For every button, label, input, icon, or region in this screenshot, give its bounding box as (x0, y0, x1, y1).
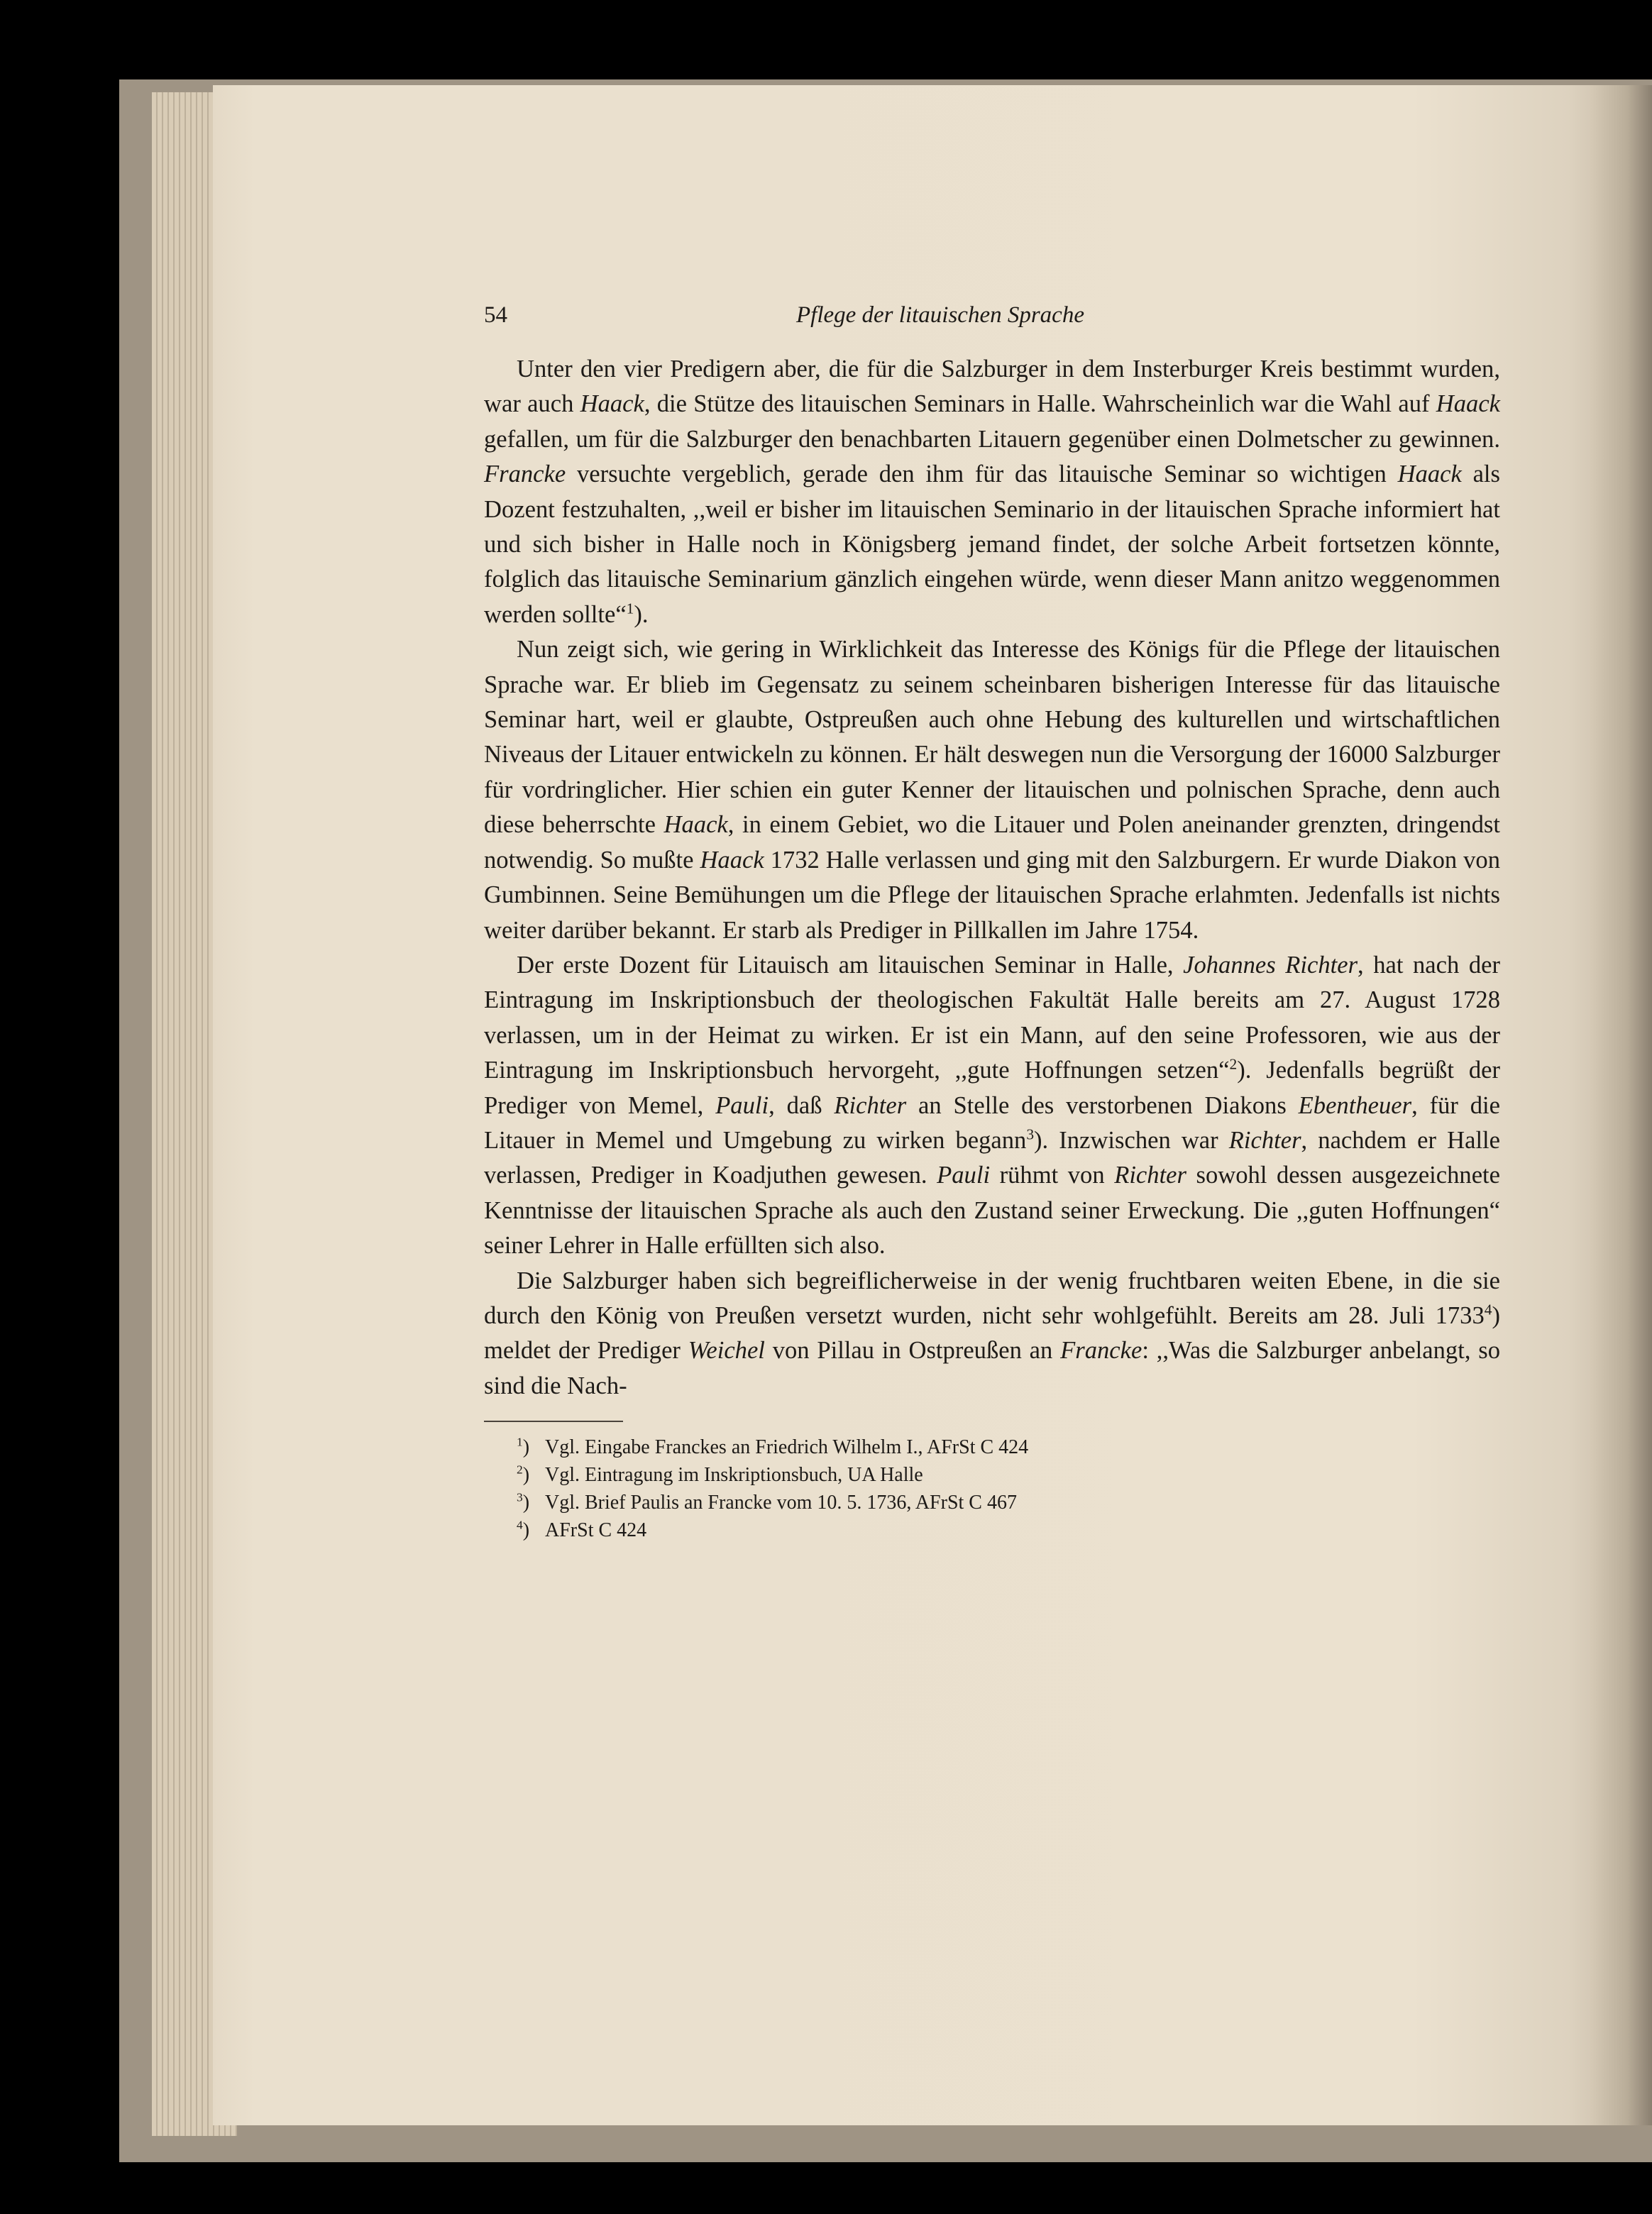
text-run: Nun zeigt sich, wie gering in Wirklichkeit das Interesse des Königs für die Pflege der litauischen Sprache war. Er blieb im Gegensatz zu seinem scheinbaren bisherigen Interesse für das litauische Seminar hart, weil er glaubte, Ostpreußen auch ohne Hebung des kulturellen und wirtschaftlichen Niveaus der Litauer entwickeln zu können. Er hält deswegen nun die Versorgung der 16000 Salzburger für vordringlicher. Hier schien ein guter Kenner der litauischen und polnischen Sprache, denn auch diese beherrschte (484, 636, 1500, 839)
italic-name: Francke (1060, 1337, 1142, 1365)
running-title: Pflege der litauischen Sprache (796, 302, 1084, 328)
footnote-marker: $^3$) (517, 1490, 530, 1514)
footnote-ref: 3 (1026, 1125, 1035, 1143)
footnote-marker: $^2$) (517, 1463, 530, 1487)
text-run: , hat nach der Eintragung im Inskriptionsbuch der theologischen Fakultät Halle bereits am 27. August 1728 verlassen, um in der Heimat zu wirken. Er ist ein Mann, auf den seine Professoren, wie aus der Eintragung im Inskriptionsbuch hervorgeht, ,,gute Hoffnungen setzen“ (484, 951, 1500, 1084)
text-run: : ,,Was die Salzburger anbelangt, so sind die Nach- (484, 1337, 1500, 1399)
paragraph (484, 352, 1500, 632)
italic-name: Richter (1228, 1126, 1301, 1154)
italic-name: Johannes Richter (1183, 951, 1358, 979)
italic-name: Haack (1436, 390, 1501, 418)
footnote-text: Vgl. Eingabe Franckes an Friedrich Wilhelm I., AFrSt C 424 (545, 1436, 1029, 1459)
text-run: versuchte vergeblich, gerade den ihm für das litauische Seminar so wichtigen (566, 461, 1398, 488)
text-run: ). Inzwischen war (1034, 1126, 1229, 1154)
italic-name: Pauli (715, 1091, 769, 1119)
page-header (484, 297, 1500, 334)
italic-name: Haack (1397, 461, 1462, 488)
footnote-rule (484, 1421, 623, 1422)
footnote-marker: $^4$) (517, 1518, 530, 1542)
footnote (484, 1461, 1500, 1489)
page-content (484, 297, 1500, 1544)
footnote-ref: 4 (1484, 1301, 1492, 1318)
text-run: Unter den vier Predigern aber, die für die Salzburger in dem Insterburger Kreis bestimmt wurden, war auch (484, 356, 1500, 418)
italic-name: Haack (663, 811, 728, 839)
footnote (484, 1516, 1500, 1544)
text-run: gefallen, um für die Salzburger den benachbarten Litauern gegenüber einen Dolmetscher zu gewinnen. (484, 425, 1500, 453)
footnote (484, 1433, 1500, 1461)
italic-name: Francke (484, 461, 566, 488)
footnote-ref: 1 (626, 600, 634, 617)
text-run: , die Stütze des litauischen Seminars in Halle. Wahrscheinlich war die Wahl auf (644, 390, 1436, 418)
text-run: Die Salzburger haben sich begreiflicherweise in der wenig fruchtbaren weiten Ebene, in die sie durch den König von Preußen versetzt wurden, nicht sehr wohlgefühlt. Bereits am 28. Juli 1733 (484, 1267, 1500, 1329)
italic-name: Richter (1114, 1162, 1186, 1189)
text-run: , daß (769, 1091, 835, 1119)
text-run: an Stelle des verstorbenen Diakons (906, 1091, 1299, 1119)
paragraph (484, 948, 1500, 1264)
text-run: , für die Litauer in Memel und Umgebung zu wirken begann (484, 1091, 1500, 1154)
footnote-ref: 2 (1229, 1055, 1238, 1073)
text-run: von Pillau in Ostpreußen an (764, 1337, 1061, 1365)
text-run: rühmt von (990, 1162, 1115, 1189)
italic-name: Richter (834, 1091, 907, 1119)
text-run: als Dozent festzuhalten, ,,weil er bisher im litauischen Seminario in der litauischen Sprache informiert hat und sich bisher in Halle noch in Königsberg jemand findet, der solche Arbeit fortsetzen könnte, folglich das litauische Seminarium gänzlich eingehen würde, wenn dieser Mann anitzo weggenommen werden sollte“ (484, 461, 1500, 628)
text-run: , in einem Gebiet, wo die Litauer und Polen aneinander grenzten, dringendst notwendig. So mußte (484, 811, 1500, 874)
footnote-text: Vgl. Eintragung im Inskriptionsbuch, UA Halle (545, 1464, 923, 1487)
paragraph (484, 632, 1500, 948)
footnote-marker: $^1$) (517, 1435, 530, 1459)
text-run: ). Jedenfalls begrüßt der Prediger von Memel, (484, 1057, 1500, 1119)
text-run: sowohl dessen ausgezeichnete Kenntnisse der litauischen Sprache als auch den Zustand seiner Erweckung. Die ,,guten Hoffnungen“ seiner Lehrer in Halle erfüllten sich also. (484, 1162, 1500, 1260)
book-gutter (1590, 85, 1652, 2125)
italic-name: Haack (700, 846, 764, 874)
footnote (484, 1489, 1500, 1516)
italic-name: Weichel (688, 1337, 765, 1365)
italic-name: Haack (580, 390, 644, 418)
text-run: , nachdem er Halle verlassen, Prediger in Koadjuthen gewesen. (484, 1126, 1500, 1189)
paragraph (484, 1264, 1500, 1404)
footnotes (484, 1433, 1500, 1544)
italic-name: Pauli (937, 1162, 991, 1189)
text-run: ). (634, 600, 649, 628)
page-number: 54 (484, 302, 507, 328)
italic-name: Ebentheuer (1298, 1091, 1412, 1119)
footnote-text: Vgl. Brief Paulis an Francke vom 10. 5. 1736, AFrSt C 467 (545, 1492, 1017, 1514)
body-text (484, 352, 1500, 1404)
text-run: ) meldet der Prediger (484, 1301, 1500, 1365)
footnote-text: AFrSt C 424 (545, 1519, 647, 1542)
text-run: 1732 Halle verlassen und ging mit den Salzburgern. Er wurde Diakon von Gumbinnen. Seine Bemühungen um die Pflege der litauischen Sprache erlahmten. Jedenfalls ist nichts weiter darüber bekannt. Er starb als Prediger in Pillkallen im Jahre 1754. (484, 846, 1500, 944)
text-run: Der erste Dozent für Litauisch am litauischen Seminar in Halle, (517, 951, 1184, 979)
